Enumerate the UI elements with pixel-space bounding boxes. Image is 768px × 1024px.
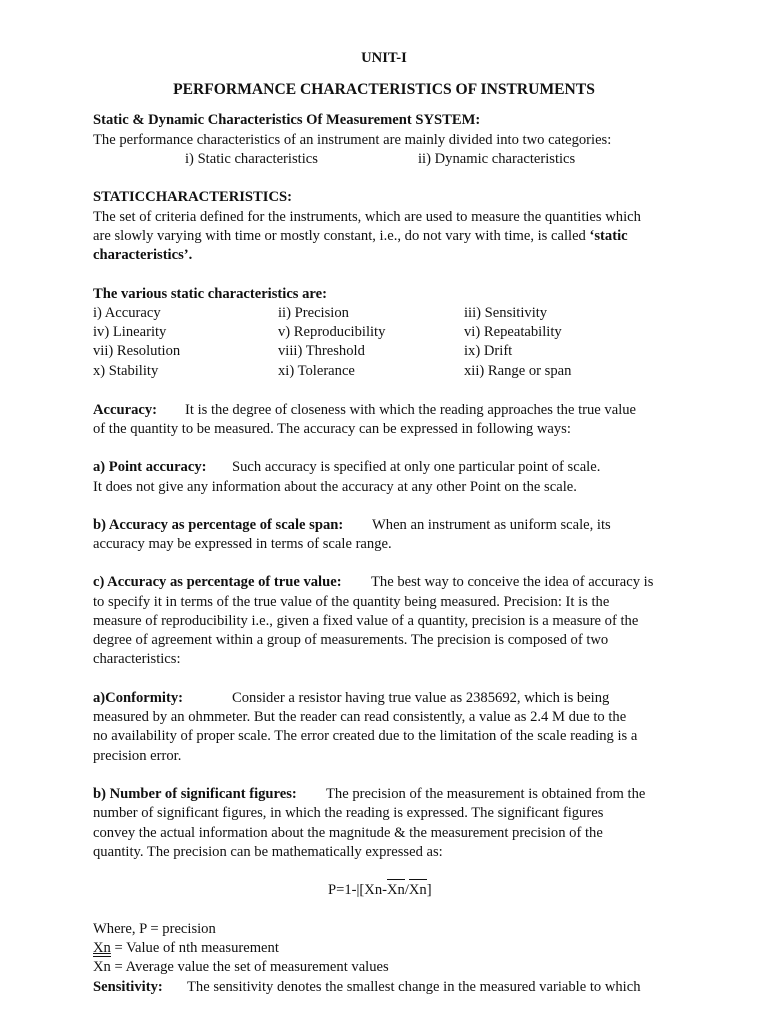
true-value-line-1: The best way to conceive the idea of accuracy is <box>371 574 654 590</box>
static-line-3: characteristics’. <box>93 247 193 263</box>
xn-bar-definition: = Average value the set of measurement values <box>110 959 389 975</box>
category-dynamic: ii) Dynamic characteristics <box>418 151 576 167</box>
category-static: i) Static characteristics <box>185 151 318 167</box>
list-item: v) Reproducibility <box>278 324 386 340</box>
static-list-heading: The various static characteristics are: <box>93 286 327 302</box>
static-line-1: The set of criteria defined for the instruments, which are used to measure the quantities which <box>93 209 641 225</box>
sensitivity-line-1: The sensitivity denotes the smallest change in the measured variable to which <box>187 979 641 995</box>
list-item: xi) Tolerance <box>278 363 355 379</box>
sensitivity-label: Sensitivity: <box>93 979 163 995</box>
xn-definition: = Value of nth measurement <box>110 940 279 956</box>
point-accuracy-line-2: It does not give any information about the accuracy at any other Point on the scale. <box>93 479 577 495</box>
list-item: x) Stability <box>93 363 159 379</box>
list-item: ii) Precision <box>278 305 349 321</box>
list-item: vi) Repeatability <box>464 324 562 340</box>
static-term: ‘static <box>589 228 628 244</box>
formula-xn-bar: Xn <box>386 882 405 898</box>
conformity-line-2: measured by an ohmmeter. But the reader can read consistently, a value as 2.4 M due to the <box>93 709 627 725</box>
list-item: i) Accuracy <box>93 305 161 321</box>
sig-figs-line-2: number of significant figures, in which the reading is expressed. The significant figures <box>93 805 604 821</box>
static-line-2-text: are slowly varying with time or mostly constant, i.e., do not vary with time, is called <box>93 228 590 244</box>
precision-formula <box>328 882 432 899</box>
true-value-line-2: to specify it in terms of the true value of the quantity being measured. Precision: It is the <box>93 594 610 610</box>
scale-span-label: b) Accuracy as percentage of scale span: <box>93 517 344 533</box>
list-item: viii) Threshold <box>278 343 365 359</box>
accuracy-label: Accuracy: <box>93 402 158 418</box>
page-title: PERFORMANCE CHARACTERISTICS OF INSTRUMENTS <box>173 81 595 98</box>
sig-figs-line-1: The precision of the measurement is obtained from the <box>326 786 646 802</box>
list-item: iv) Linearity <box>93 324 167 340</box>
formula-part: P=1-|[Xn- <box>328 882 387 898</box>
list-item: vii) Resolution <box>93 343 181 359</box>
where-precision: Where, P = precision <box>93 921 216 937</box>
true-value-line-5: characteristics: <box>93 651 181 667</box>
accuracy-line-2: of the quantity to be measured. The accuracy can be expressed in following ways: <box>93 421 571 437</box>
xn-symbol: Xn <box>93 940 111 956</box>
sig-figs-label: b) Number of significant figures: <box>93 786 297 802</box>
list-item: iii) Sensitivity <box>464 305 548 321</box>
formula-xn-bar: Xn <box>408 882 427 898</box>
list-item: xii) Range or span <box>464 363 572 379</box>
true-value-line-4: degree of agreement within a group of measurements. The precision is composed of two <box>93 632 609 648</box>
formula-part: ] <box>426 882 432 898</box>
true-value-line-3: measure of reproducibility i.e., given a fixed value of a quantity, precision is a measure of the <box>93 613 639 629</box>
conformity-line-4: precision error. <box>93 748 182 764</box>
true-value-label: c) Accuracy as percentage of true value: <box>93 574 342 590</box>
point-accuracy-line-1: Such accuracy is specified at only one particular point of scale. <box>232 459 601 475</box>
sig-figs-line-4: quantity. The precision can be mathematically expressed as: <box>93 844 443 860</box>
conformity-line-1: Consider a resistor having true value as 2385692, which is being <box>232 690 610 706</box>
intro-text: The performance characteristics of an instrument are mainly divided into two categories: <box>93 132 612 148</box>
accuracy-line-1: It is the degree of closeness with which the reading approaches the true value <box>185 402 637 418</box>
where-xn-bar <box>93 959 389 976</box>
conformity-line-3: no availability of proper scale. The error created due to the limitation of the scale reading is a <box>93 728 638 744</box>
list-item: ix) Drift <box>464 343 513 359</box>
xn-bar-symbol: Xn <box>93 959 111 975</box>
unit-label: UNIT-I <box>361 50 407 66</box>
point-accuracy-label: a) Point accuracy: <box>93 459 207 475</box>
conformity-label: a)Conformity: <box>93 690 183 706</box>
intro-heading: Static & Dynamic Characteristics Of Measurement SYSTEM: <box>93 112 481 128</box>
scale-span-line-2: accuracy may be expressed in terms of scale range. <box>93 536 392 552</box>
static-heading: STATICCHARACTERISTICS: <box>93 189 292 205</box>
scale-span-line-1: When an instrument as uniform scale, its <box>372 517 611 533</box>
formula-part: / <box>404 882 409 898</box>
sig-figs-line-3: convey the actual information about the magnitude & the measurement precision of the <box>93 825 603 841</box>
where-xn <box>93 940 279 957</box>
static-line-2 <box>93 228 628 245</box>
